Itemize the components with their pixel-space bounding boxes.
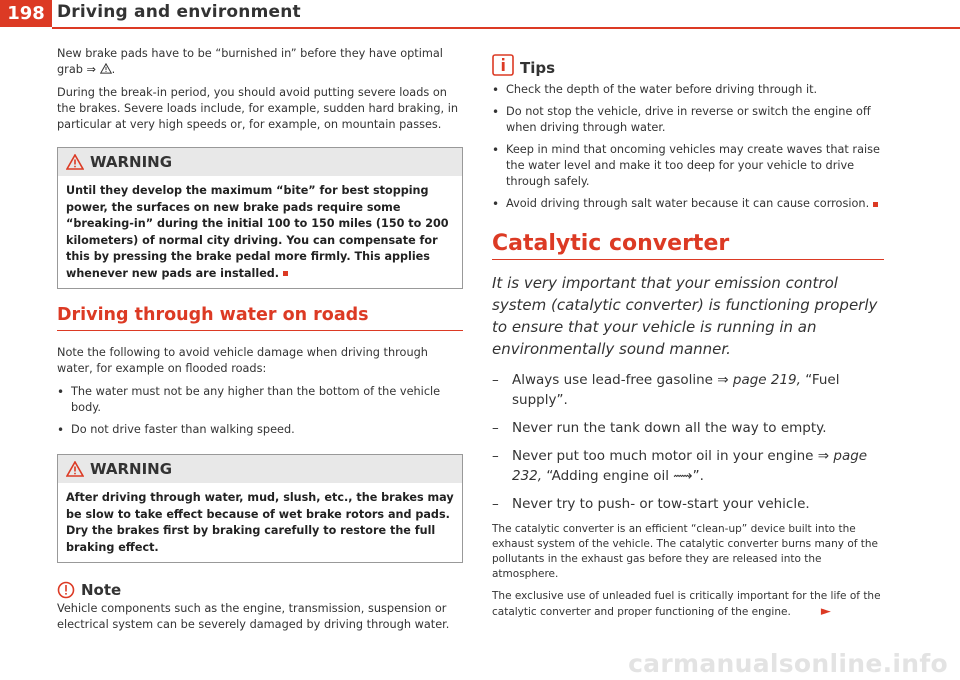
page-header [0,0,960,40]
continue-arrow-icon: ► [820,604,831,619]
watermark: carmanualsonline.info [628,649,948,678]
list-item: • Check the depth of the water before driving through it. [492,82,884,98]
list-item: • The water must not be any higher than the bottom of the vehicle body. [57,384,463,416]
section-end-icon [873,202,878,207]
warning-triangle-icon [100,63,112,74]
list-item: – Always use lead-free gasoline ⇒ page 219, “Fuel supply”. [492,370,884,410]
catalytic-steps [492,370,884,514]
water-bullets [57,384,463,438]
list-item: • Avoid driving through salt water because it can cause corrosion. [492,196,884,212]
tips-list [492,82,884,212]
page-number: 198 [0,0,52,27]
list-item: • Do not stop the vehicle, drive in reverse or switch the engine off when driving through water. [492,104,884,136]
exclamation-circle-icon [57,581,75,599]
list-item: – Never run the tank down all the way to empty. [492,418,884,438]
warning-box-water [57,454,463,563]
warning-title: WARNING [90,153,173,171]
list-item: – Never try to push- or tow-start your vehicle. [492,494,884,514]
header-rule [52,27,960,29]
warning-text: Until they develop the maximum “bite” for best stopping power, the surfaces on new brake pads require some “breaking-in” during the initial 100 to 150 miles (150 to 200 kilometers) of normal city driving. You can compensate for this by pressing the brake pedal more firmly. This applies whenever new pads are installed. [66,184,449,280]
page-reference: page 232, [512,448,868,484]
section-title-water: Driving through water on roads [57,307,463,331]
chapter-title: Driving and environment [57,2,301,22]
note-text: Vehicle components such as the engine, transmission, suspension or electrical system can be severely damaged by driving through water. [57,602,450,631]
list-item: – Never put too much motor oil in your engine ⇒ page 232, “Adding engine oil ⟿”. [492,446,884,486]
warning-box-brakes [57,147,463,289]
warning-header [58,455,462,483]
right-column [492,46,884,627]
page-reference: page 219, [732,372,801,388]
list-item: • Do not drive faster than walking speed. [57,422,463,438]
note-header [57,581,463,599]
paragraph-burnish: New brake pads have to be “burnished in” before they have optimal grab ⇒ . [57,47,443,76]
paragraph-unleaded: The exclusive use of unleaded fuel is critically important for the life of the catalytic converter and proper functioning of the engine. ► [492,590,881,619]
paragraph-break-in: During the break-in period, you should avoid putting severe loads on the brakes. Severe loads include, for example, sudden hard braking, in particular at very high speeds or, for example, on mountain passes. [57,86,458,131]
list-item: • Keep in mind that oncoming vehicles may create waves that raise the water level and make it too deep for your vehicle to drive through safely. [492,142,884,190]
paragraph-water-intro: Note the following to avoid vehicle damage when driving through water, for example on flooded roads: [57,346,428,375]
info-icon [492,54,514,76]
catalytic-intro: It is very important that your emission control system (catalytic converter) is functioning properly to ensure that your vehicle is running in an environmentally sound manner. [492,274,878,358]
section-end-icon [283,271,288,276]
warning-triangle-icon [66,154,84,170]
warning-text: After driving through water, mud, slush, etc., the brakes may be slow to take effect because of wet brake rotors and pads. Dry the brakes first by braking carefully to restore the full braking effect. [66,491,454,554]
note-title: Note [81,581,122,599]
warning-header [58,148,462,176]
section-title-catalytic: Catalytic converter [492,236,884,260]
warning-title: WARNING [90,460,173,478]
warning-triangle-icon [66,461,84,477]
tips-header [492,54,884,76]
paragraph-catalytic-device: The catalytic converter is an efficient “clean-up” device built into the exhaust system of the vehicle. The catalytic converter burns many of the pollutants in the exhaust gas before they are released into the atmosphere. [492,523,879,580]
left-column [57,46,463,640]
tips-title: Tips [520,59,556,77]
